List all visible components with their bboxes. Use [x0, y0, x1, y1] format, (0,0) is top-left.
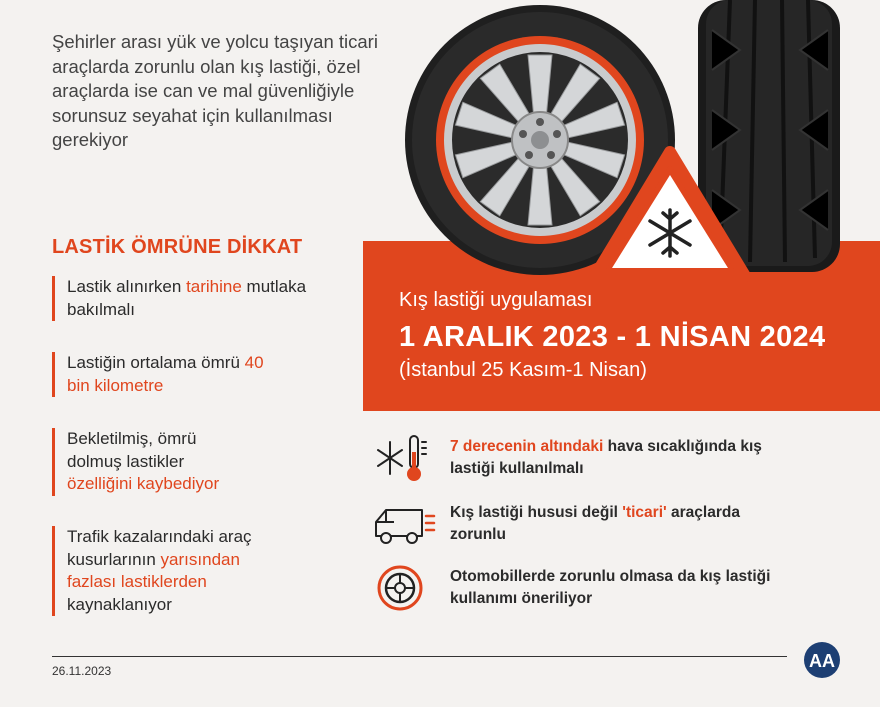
- info-temperature: [372, 432, 852, 492]
- tip-4: [52, 526, 282, 616]
- tip-2-text-a: Lastiğin ortalama ömrü: [67, 353, 245, 372]
- publish-date: 26.11.2023: [52, 664, 112, 678]
- banner-istanbul-dates: (İstanbul 25 Kasım-1 Nisan): [399, 359, 647, 381]
- tip-1-highlight: tarihine: [186, 277, 242, 296]
- tip-1-text-a: Lastik alınırken: [67, 277, 187, 296]
- tip-2-highlight: 40 bin kilometre: [67, 353, 264, 395]
- banner-dates: 1 ARALIK 2023 - 1 NİSAN 2024: [399, 321, 826, 353]
- tip-1-text-c: mutlaka bakılmalı: [67, 277, 307, 319]
- tire-illustration: [400, 0, 880, 290]
- tip-2: [52, 352, 277, 397]
- tips-title: LASTİK ÖMRÜNE DİKKAT: [52, 236, 303, 258]
- info-commercial-text: [450, 502, 780, 546]
- info-recommended-text: Otomobillerde zorunlu olmasa da kış lastiği kullanımı öneriliyor: [450, 568, 771, 607]
- intro-text: Şehirler arası yük ve yolcu taşıyan ticari araçlarda zorunlu olan kış lastiği, özel araçlarda ise can ve mal güvenliğiyle sorunsuz seyahat için kullanılması gerekiyor: [52, 31, 378, 150]
- footer-divider: [52, 656, 787, 657]
- info-commercial-a: Kış lastiği hususi değil: [450, 504, 623, 521]
- tip-4-text-a: Trafik kazalarındaki araç kusurlarının: [67, 527, 252, 569]
- info-commercial: [372, 498, 852, 558]
- info-temperature-rest: hava sıcaklığında kış lastiği kullanılmalı: [450, 438, 762, 477]
- info-temperature-text: [450, 436, 780, 480]
- van-icon: [372, 498, 438, 550]
- tip-4-text-c: kaynaklanıyor: [67, 594, 172, 614]
- banner-subtitle: Kış lastiği uygulaması: [399, 289, 593, 311]
- aa-logo-text: AA: [809, 651, 835, 671]
- tip-3: [52, 428, 247, 496]
- tip-3-text-a: Bekletilmiş, ömrü dolmuş lastikler: [67, 429, 197, 471]
- tire-icon: [372, 562, 438, 614]
- info-commercial-c: araçlarda zorunlu: [450, 504, 740, 543]
- info-commercial-highlight: 'ticari': [622, 504, 667, 521]
- aa-logo: [802, 640, 842, 680]
- info-recommended: [372, 562, 852, 622]
- tip-4-highlight: yarısından fazlası lastiklerden: [67, 549, 240, 591]
- tip-1: [52, 276, 327, 321]
- tip-3-highlight: özelliğini kaybediyor: [67, 474, 220, 493]
- thermometer-snowflake-icon: [372, 432, 438, 484]
- info-temperature-highlight: 7 derecenin altındaki: [450, 438, 604, 455]
